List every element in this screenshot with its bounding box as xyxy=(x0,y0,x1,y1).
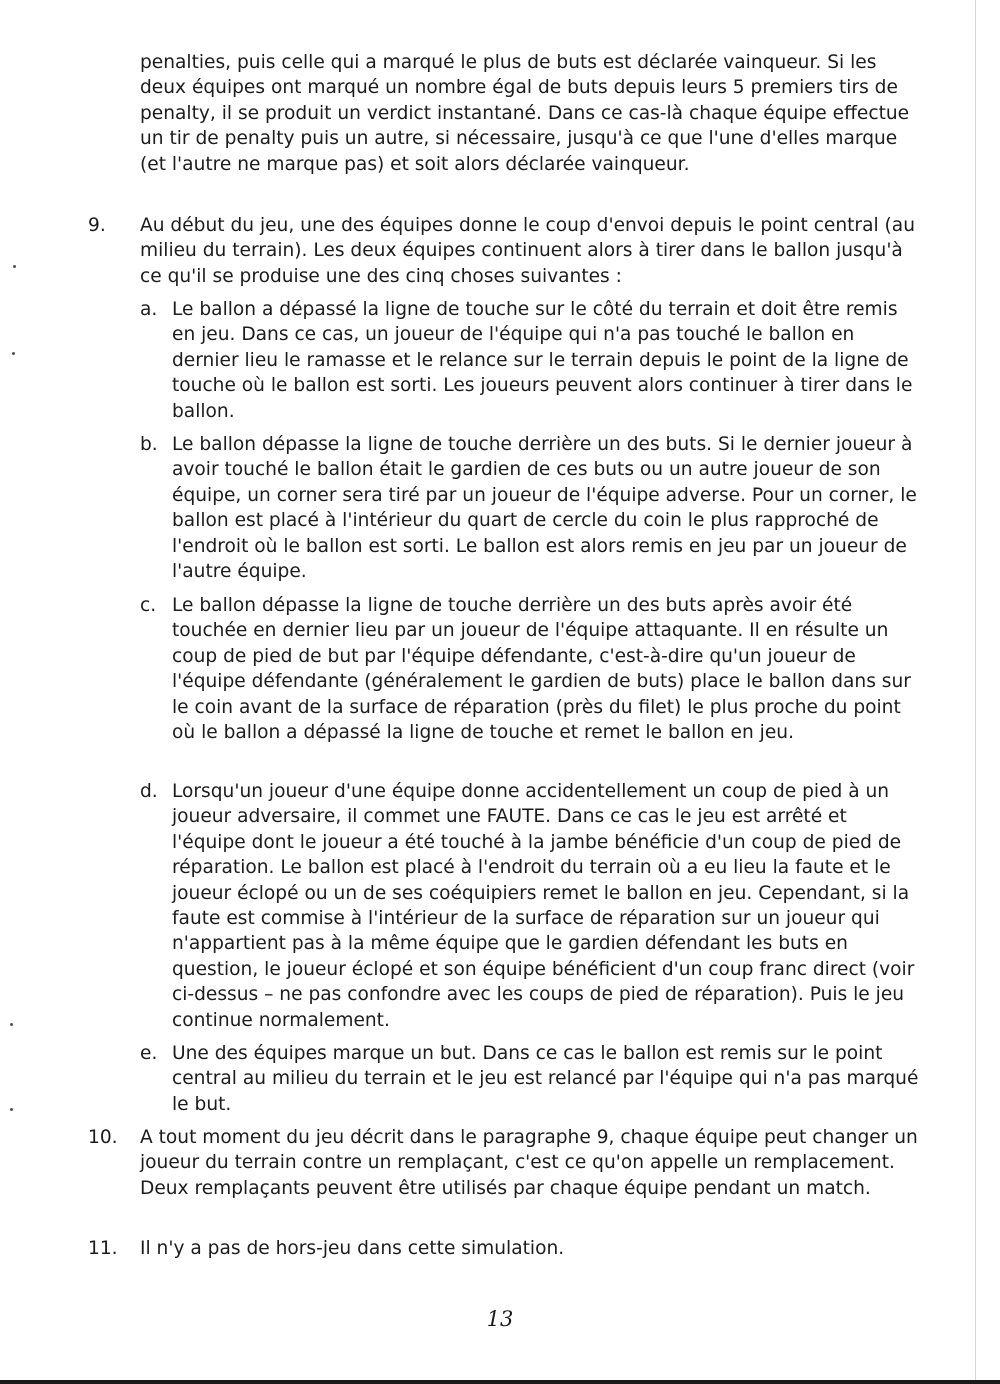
page-number: 13 xyxy=(486,1307,514,1331)
subitem-text: Le ballon dépasse la ligne de touche derrière un des buts. Si le dernier joueur à avoir touché le ballon était le gardien de ces buts ou un autre joueur de son équipe, un corner sera tiré par un joueur de l'équipe adverse. Pour un corner, le ballon est placé à l'intérieur du quart de cercle du coin le plus rapproché de l'endroit où le ballon est sorti. Le ballon est alors remis en jeu par un joueur de l'autre équipe. xyxy=(172,434,917,583)
scan-speck xyxy=(12,352,15,355)
scan-speck xyxy=(13,265,16,268)
subitem-text: Lorsqu'un joueur d'une équipe donne accidentellement un coup de pied à un joueur adversaire, il commet une FAUTE. Dans ce cas le jeu est arrêté et l'équipe dont le joueur a été touché à la jambe bénéficie d'un coup de pied de réparation. Le ballon est placé à l'endroit du terrain où a eu lieu la faute et le joueur éclopé ou un de ses coéquipiers remet le ballon en jeu. Cependant, si la faute est commise à l'intérieur de la surface de réparation sur un joueur qui n'appartient pas à la même équipe que le gardien défendant les buts en question, le joueur éclopé et son équipe bénéficient d'un coup franc direct (voir ci-dessus – ne pas confondre avec les coups de pied de réparation). Puis le jeu continue normalement. xyxy=(172,781,915,1031)
item-text: A tout moment du jeu décrit dans le paragraphe 9, chaque équipe peut changer un joueur du terrain contre un remplaçant, c'est ce qu'on appelle un remplacement. Deux remplaçants peuvent être utilisés par chaque équipe pendant un match. xyxy=(140,1127,918,1199)
subitem-text: Une des équipes marque un but. Dans ce cas le ballon est remis sur le point central au milieu du terrain et le jeu est relancé par l'équipe qui n'a pas marqué le but. xyxy=(172,1043,919,1115)
scan-speck xyxy=(10,1108,13,1111)
scan-edge-right xyxy=(975,0,976,1384)
subitem-text: Le ballon a dépassé la ligne de touche sur le côté du terrain et doit être remis en jeu. Dans ce cas, un joueur de l'équipe qui n'a pas touché le ballon en dernier lieu le ramasse et le relance sur le terrain depuis le point de la ligne de touche où le ballon est sorti. Les joueurs peuvent alors continuer à tirer dans le ballon. xyxy=(172,299,913,422)
subitem-text: Le ballon dépasse la ligne de touche derrière un des buts après avoir été touchée en dernier lieu par un joueur de l'équipe attaquante. Il en résulte un coup de pied de but par l'équipe défendante, c'est-à-dire qu'un joueur de l'équipe défendante (généralement le gardien de buts) place le ballon dans sur le coin avant de la surface de réparation (près du filet) le plus proche du point où le ballon a dépassé la ligne de touche et remet le ballon en jeu. xyxy=(172,595,911,744)
item-number: 11. xyxy=(88,1238,118,1259)
subitem-letter: d. xyxy=(140,781,158,802)
item-number: 9. xyxy=(88,215,106,236)
intro-paragraph: penalties, puis celle qui a marqué le plus de buts est déclarée vainqueur. Si les deux équipes ont marqué un nombre égal de buts depuis leurs 5 premiers tirs de penalty, il se produit un verdict instantané. Dans ce cas-là chaque équipe effectue un tir de penalty puis un autre, si nécessaire, jusqu'à ce que l'une d'elles marque (et l'autre ne marque pas) et soit alors déclarée vainqueur. xyxy=(140,52,910,175)
scan-speck xyxy=(10,1023,13,1026)
item-text: Au début du jeu, une des équipes donne le coup d'envoi depuis le point central (au milieu du terrain). Les deux équipes continuent alors à tirer dans le ballon jusqu'à ce qu'il se produise une des cinq choses suivantes : xyxy=(140,215,915,287)
scan-edge-bottom xyxy=(0,1380,1000,1384)
subitem-letter: a. xyxy=(140,299,158,320)
item-number: 10. xyxy=(88,1127,118,1148)
subitem-letter: c. xyxy=(140,595,157,616)
item-text: Il n'y a pas de hors-jeu dans cette simulation. xyxy=(140,1238,565,1259)
subitem-letter: e. xyxy=(140,1043,158,1064)
subitem-letter: b. xyxy=(140,434,158,455)
